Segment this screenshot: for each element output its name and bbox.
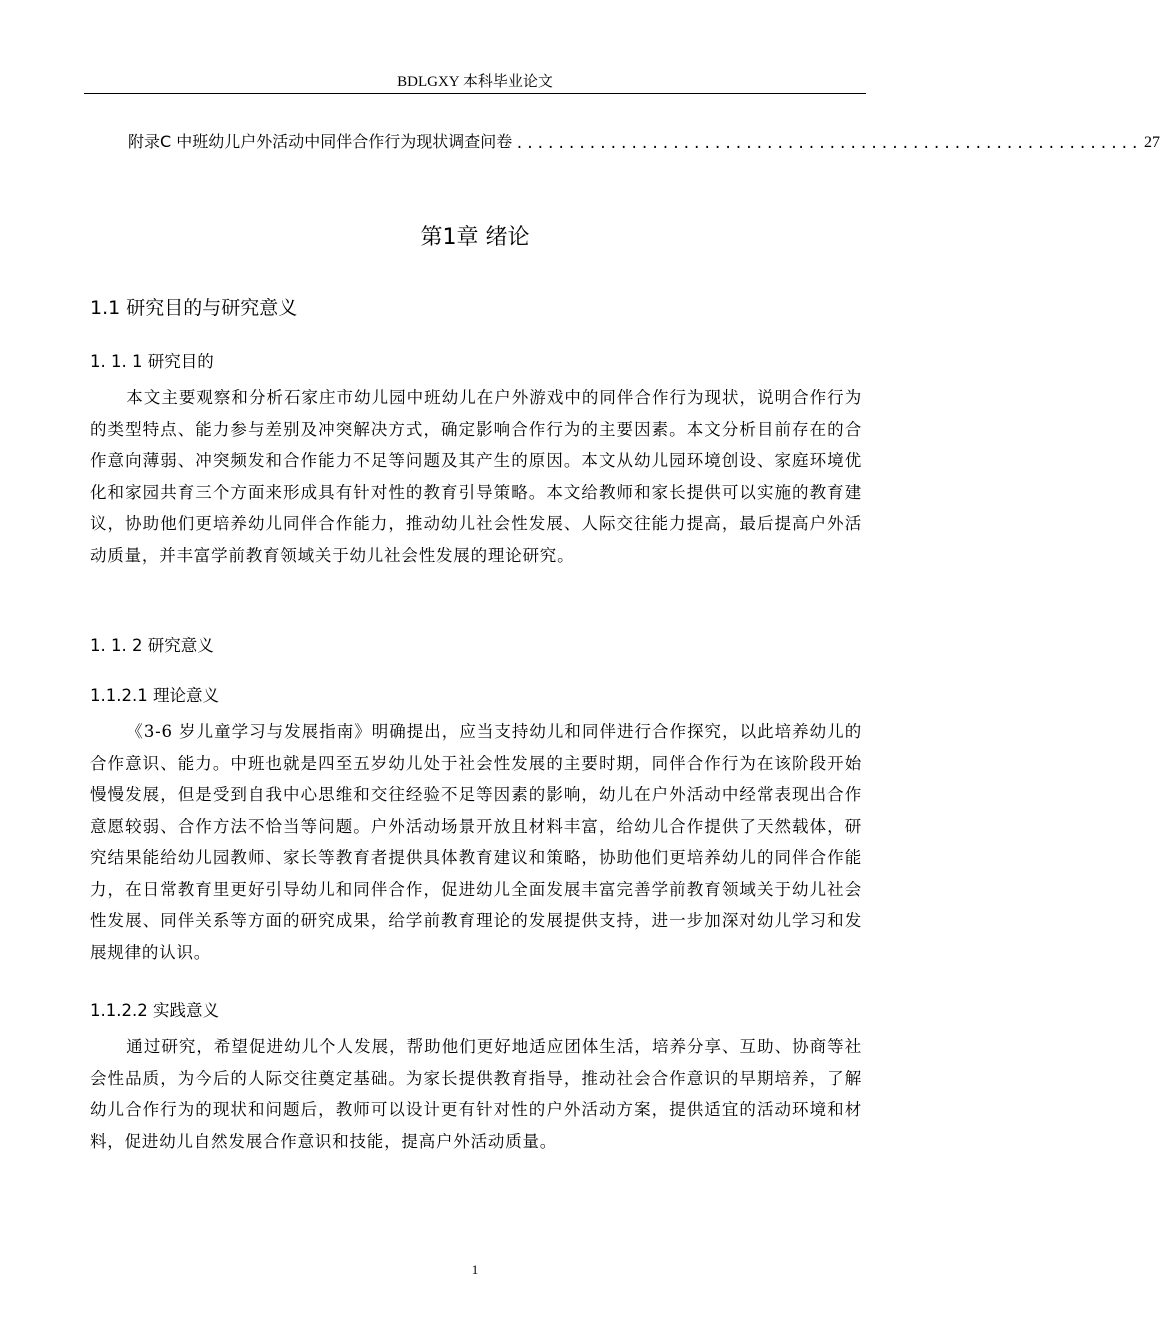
- paragraph-practical-significance: 通过研究，希望促进幼儿个人发展，帮助他们更好地适应团体生活，培养分享、互助、协商等社会性品质，为今后的人际交往奠定基础。为家长提供教育指导，推动社会合作意识的早期培养，了解幼儿合作行为的现状和问题后，教师可以设计更有针对性的户外活动方案，提供适宜的活动环境和材料，促进幼儿自然发展合作意识和技能，提高户外活动质量。: [90, 1037, 862, 1151]
- running-header-title: BDLGXY 本科毕业论文: [397, 74, 553, 90]
- paragraph-theoretical-significance: 《3-6 岁儿童学习与发展指南》明确提出，应当支持幼儿和同伴进行合作探究，以此培养幼儿的合作意识、能力。中班也就是四至五岁幼儿处于社会性发展的主要时期，同伴合作行为在该阶段开始慢慢发展，但是受到自我中心思维和交往经验不足等因素的影响，幼儿在户外活动中经常表现出合作意愿较弱、合作方法不恰当等问题。户外活动场景开放且材料丰富，给幼儿合作提供了天然载体，研究结果能给幼儿园教师、家长等教育者提供具体教育建议和策略，协助他们更培养幼儿的同伴合作能力，在日常教育里更好引导幼儿和同伴合作，促进幼儿全面发展丰富完善学前教育领域关于幼儿社会性发展、同伴关系等方面的研究成果，给学前教育理论的发展提供支持，进一步加深对幼儿学习和发展规律的认识。: [90, 722, 862, 962]
- page-number: 1: [471, 1262, 479, 1277]
- section-heading-1-1-2-2: 1.1.2.2 实践意义: [90, 1001, 219, 1020]
- section-heading-1-1: 1.1 研究目的与研究意义: [90, 297, 298, 319]
- toc-entry-label: 附录C 中班幼儿户外活动中同伴合作行为现状调查问卷: [128, 132, 513, 151]
- section-heading-1-1-1: 1. 1. 1 研究目的: [90, 352, 214, 371]
- toc-entry-page: 27: [1144, 134, 1160, 151]
- section-heading-1-1-2-1: 1.1.2.1 理论意义: [90, 686, 219, 705]
- chapter-title: 第1章 绪论: [420, 225, 530, 250]
- paragraph-research-purpose: 本文主要观察和分析石家庄市幼儿园中班幼儿在户外游戏中的同伴合作行为现状，说明合作行为的类型特点、能力参与差别及冲突解决方式，确定影响合作行为的主要因素。本文分析目前存在的合作意向薄弱、冲突频发和合作能力不足等问题及其产生的原因。本文从幼儿园环境创设、家庭环境优化和家园共育三个方面来形成具有针对性的教育引导策略。本文给教师和家长提供可以实施的教育建议，协助他们更培养幼儿同伴合作能力，推动幼儿社会性发展、人际交往能力提高，最后提高户外活动质量，并丰富学前教育领域关于幼儿社会性发展的理论研究。: [90, 388, 862, 565]
- toc-entry: [128, 128, 1160, 152]
- header-divider: [84, 93, 866, 94]
- section-heading-1-1-2: 1. 1. 2 研究意义: [90, 636, 214, 655]
- toc-dot-leader: ............................................................: [515, 136, 1141, 152]
